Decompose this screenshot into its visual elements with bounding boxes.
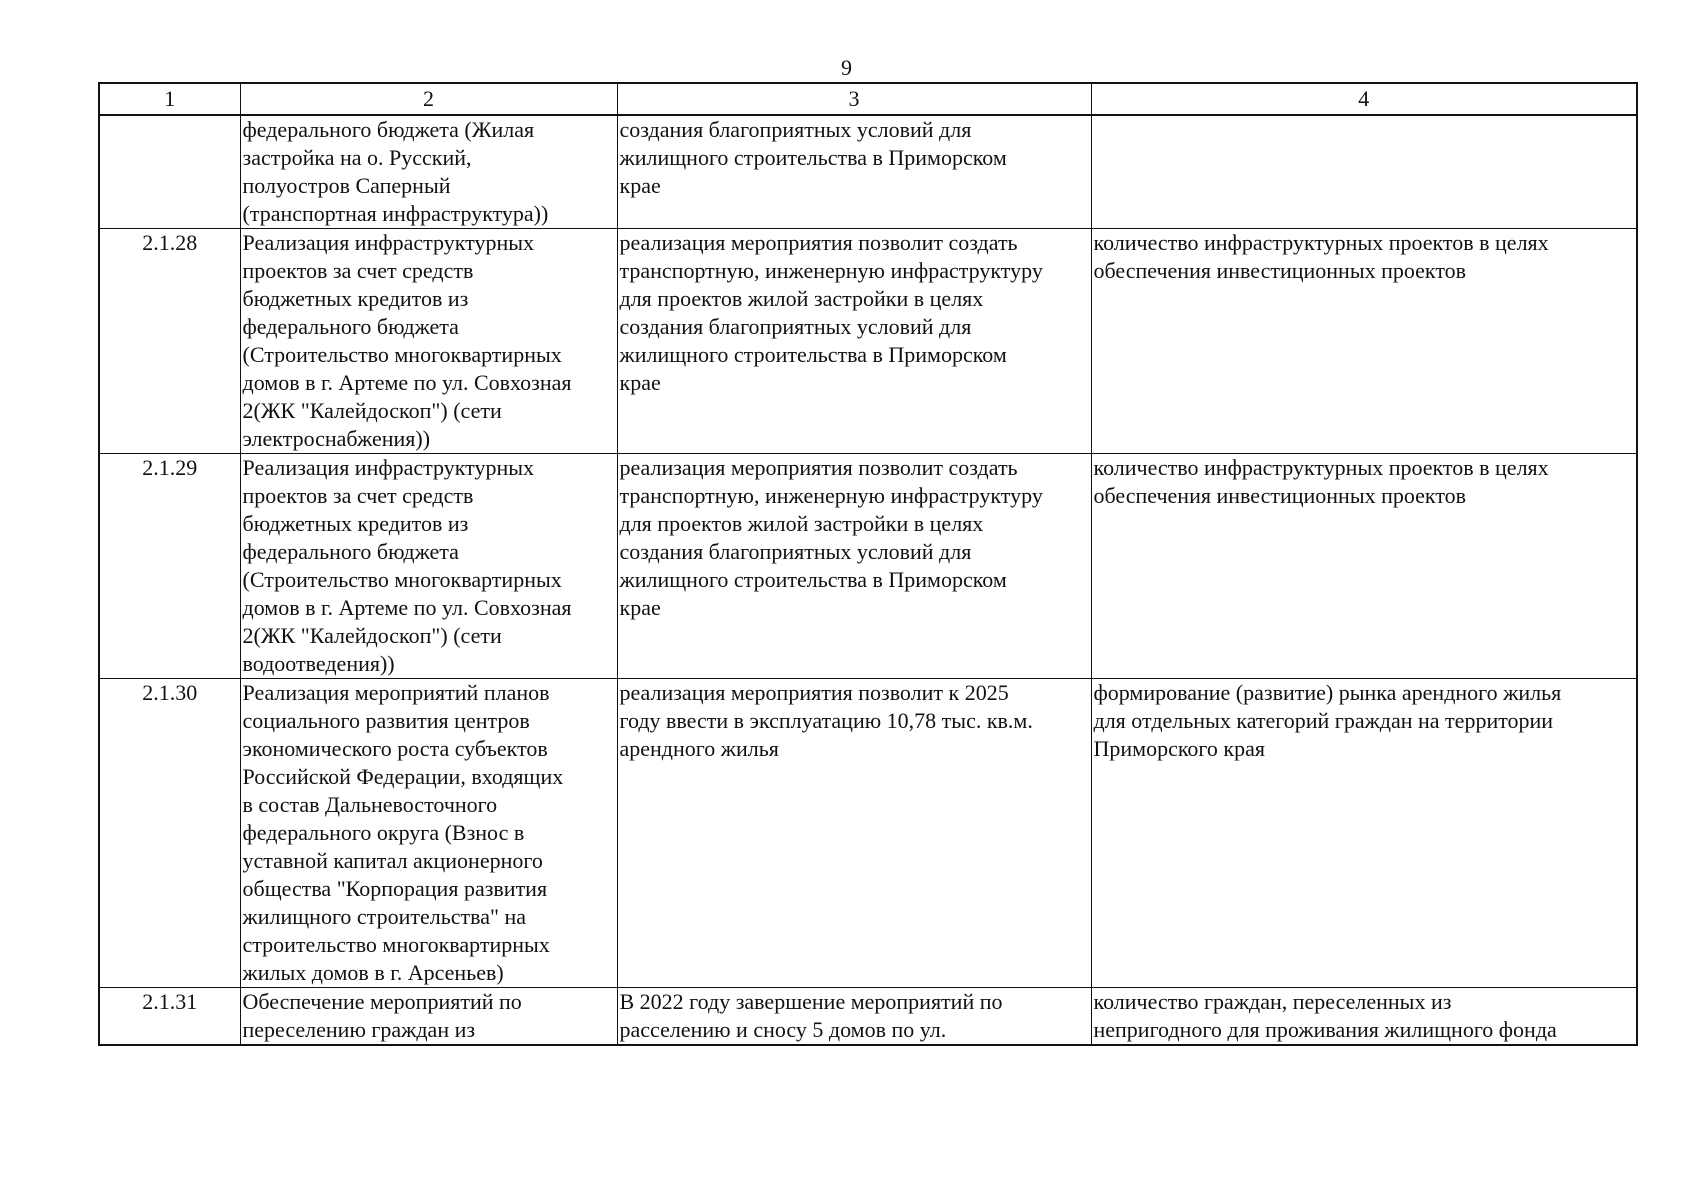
expected-result: реализация мероприятия позволит создать транспортную, инженерную инфраструктуру для проектов жилой застройки в целях создания благоприятных условий для жилищного строительства в Приморском крае (617, 454, 1091, 679)
header-col-1: 1 (99, 83, 240, 115)
measure-name: Реализация инфраструктурных проектов за счет средств бюджетных кредитов из федерального бюджета (Строительство многоквартирных домов в г. Артеме по ул. Совхозная 2(ЖК "Калейдоскоп") (сети водоотведения)) (240, 454, 617, 679)
header-col-4: 4 (1091, 83, 1637, 115)
measure-name: Обеспечение мероприятий по переселению граждан из (240, 988, 617, 1046)
header-col-3: 3 (617, 83, 1091, 115)
header-col-2: 2 (240, 83, 617, 115)
row-number: 2.1.28 (99, 229, 240, 454)
page-number: 9 (841, 55, 852, 80)
expected-result: создания благоприятных условий для жилищного строительства в Приморском крае (617, 115, 1091, 229)
indicator: количество инфраструктурных проектов в целях обеспечения инвестиционных проектов (1091, 454, 1637, 679)
indicator: формирование (развитие) рынка арендного жилья для отдельных категорий граждан на территории Приморского края (1091, 679, 1637, 988)
table-row (99, 115, 1637, 229)
indicator (1091, 115, 1637, 229)
indicator: количество граждан, переселенных из непригодного для проживания жилищного фонда (1091, 988, 1637, 1046)
row-number (99, 115, 240, 229)
table-row (99, 679, 1637, 988)
indicator: количество инфраструктурных проектов в целях обеспечения инвестиционных проектов (1091, 229, 1637, 454)
row-number: 2.1.29 (99, 454, 240, 679)
expected-result: реализация мероприятия позволит к 2025 году ввести в эксплуатацию 10,78 тыс. кв.м. арендного жилья (617, 679, 1091, 988)
measure-name: Реализация мероприятий планов социального развития центров экономического роста субъектов Российской Федерации, входящих в состав Дальневосточного федерального округа (Взнос в уставной капитал акционерного общества "Корпорация развития жилищного строительства" на строительство многоквартирных жилых домов в г. Арсеньев) (240, 679, 617, 988)
row-number: 2.1.31 (99, 988, 240, 1046)
row-number: 2.1.30 (99, 679, 240, 988)
table-header-row (99, 83, 1637, 115)
table-row (99, 454, 1637, 679)
measure-name: федерального бюджета (Жилая застройка на о. Русский, полуостров Саперный (транспортная инфраструктура)) (240, 115, 617, 229)
expected-result: реализация мероприятия позволит создать транспортную, инженерную инфраструктуру для проектов жилой застройки в целях создания благоприятных условий для жилищного строительства в Приморском крае (617, 229, 1091, 454)
measure-name: Реализация инфраструктурных проектов за счет средств бюджетных кредитов из федерального бюджета (Строительство многоквартирных домов в г. Артеме по ул. Совхозная 2(ЖК "Калейдоскоп") (сети электроснабжения)) (240, 229, 617, 454)
table-row (99, 229, 1637, 454)
expected-result: В 2022 году завершение мероприятий по расселению и сносу 5 домов по ул. (617, 988, 1091, 1046)
table-row (99, 988, 1637, 1046)
measures-table (98, 82, 1638, 1046)
